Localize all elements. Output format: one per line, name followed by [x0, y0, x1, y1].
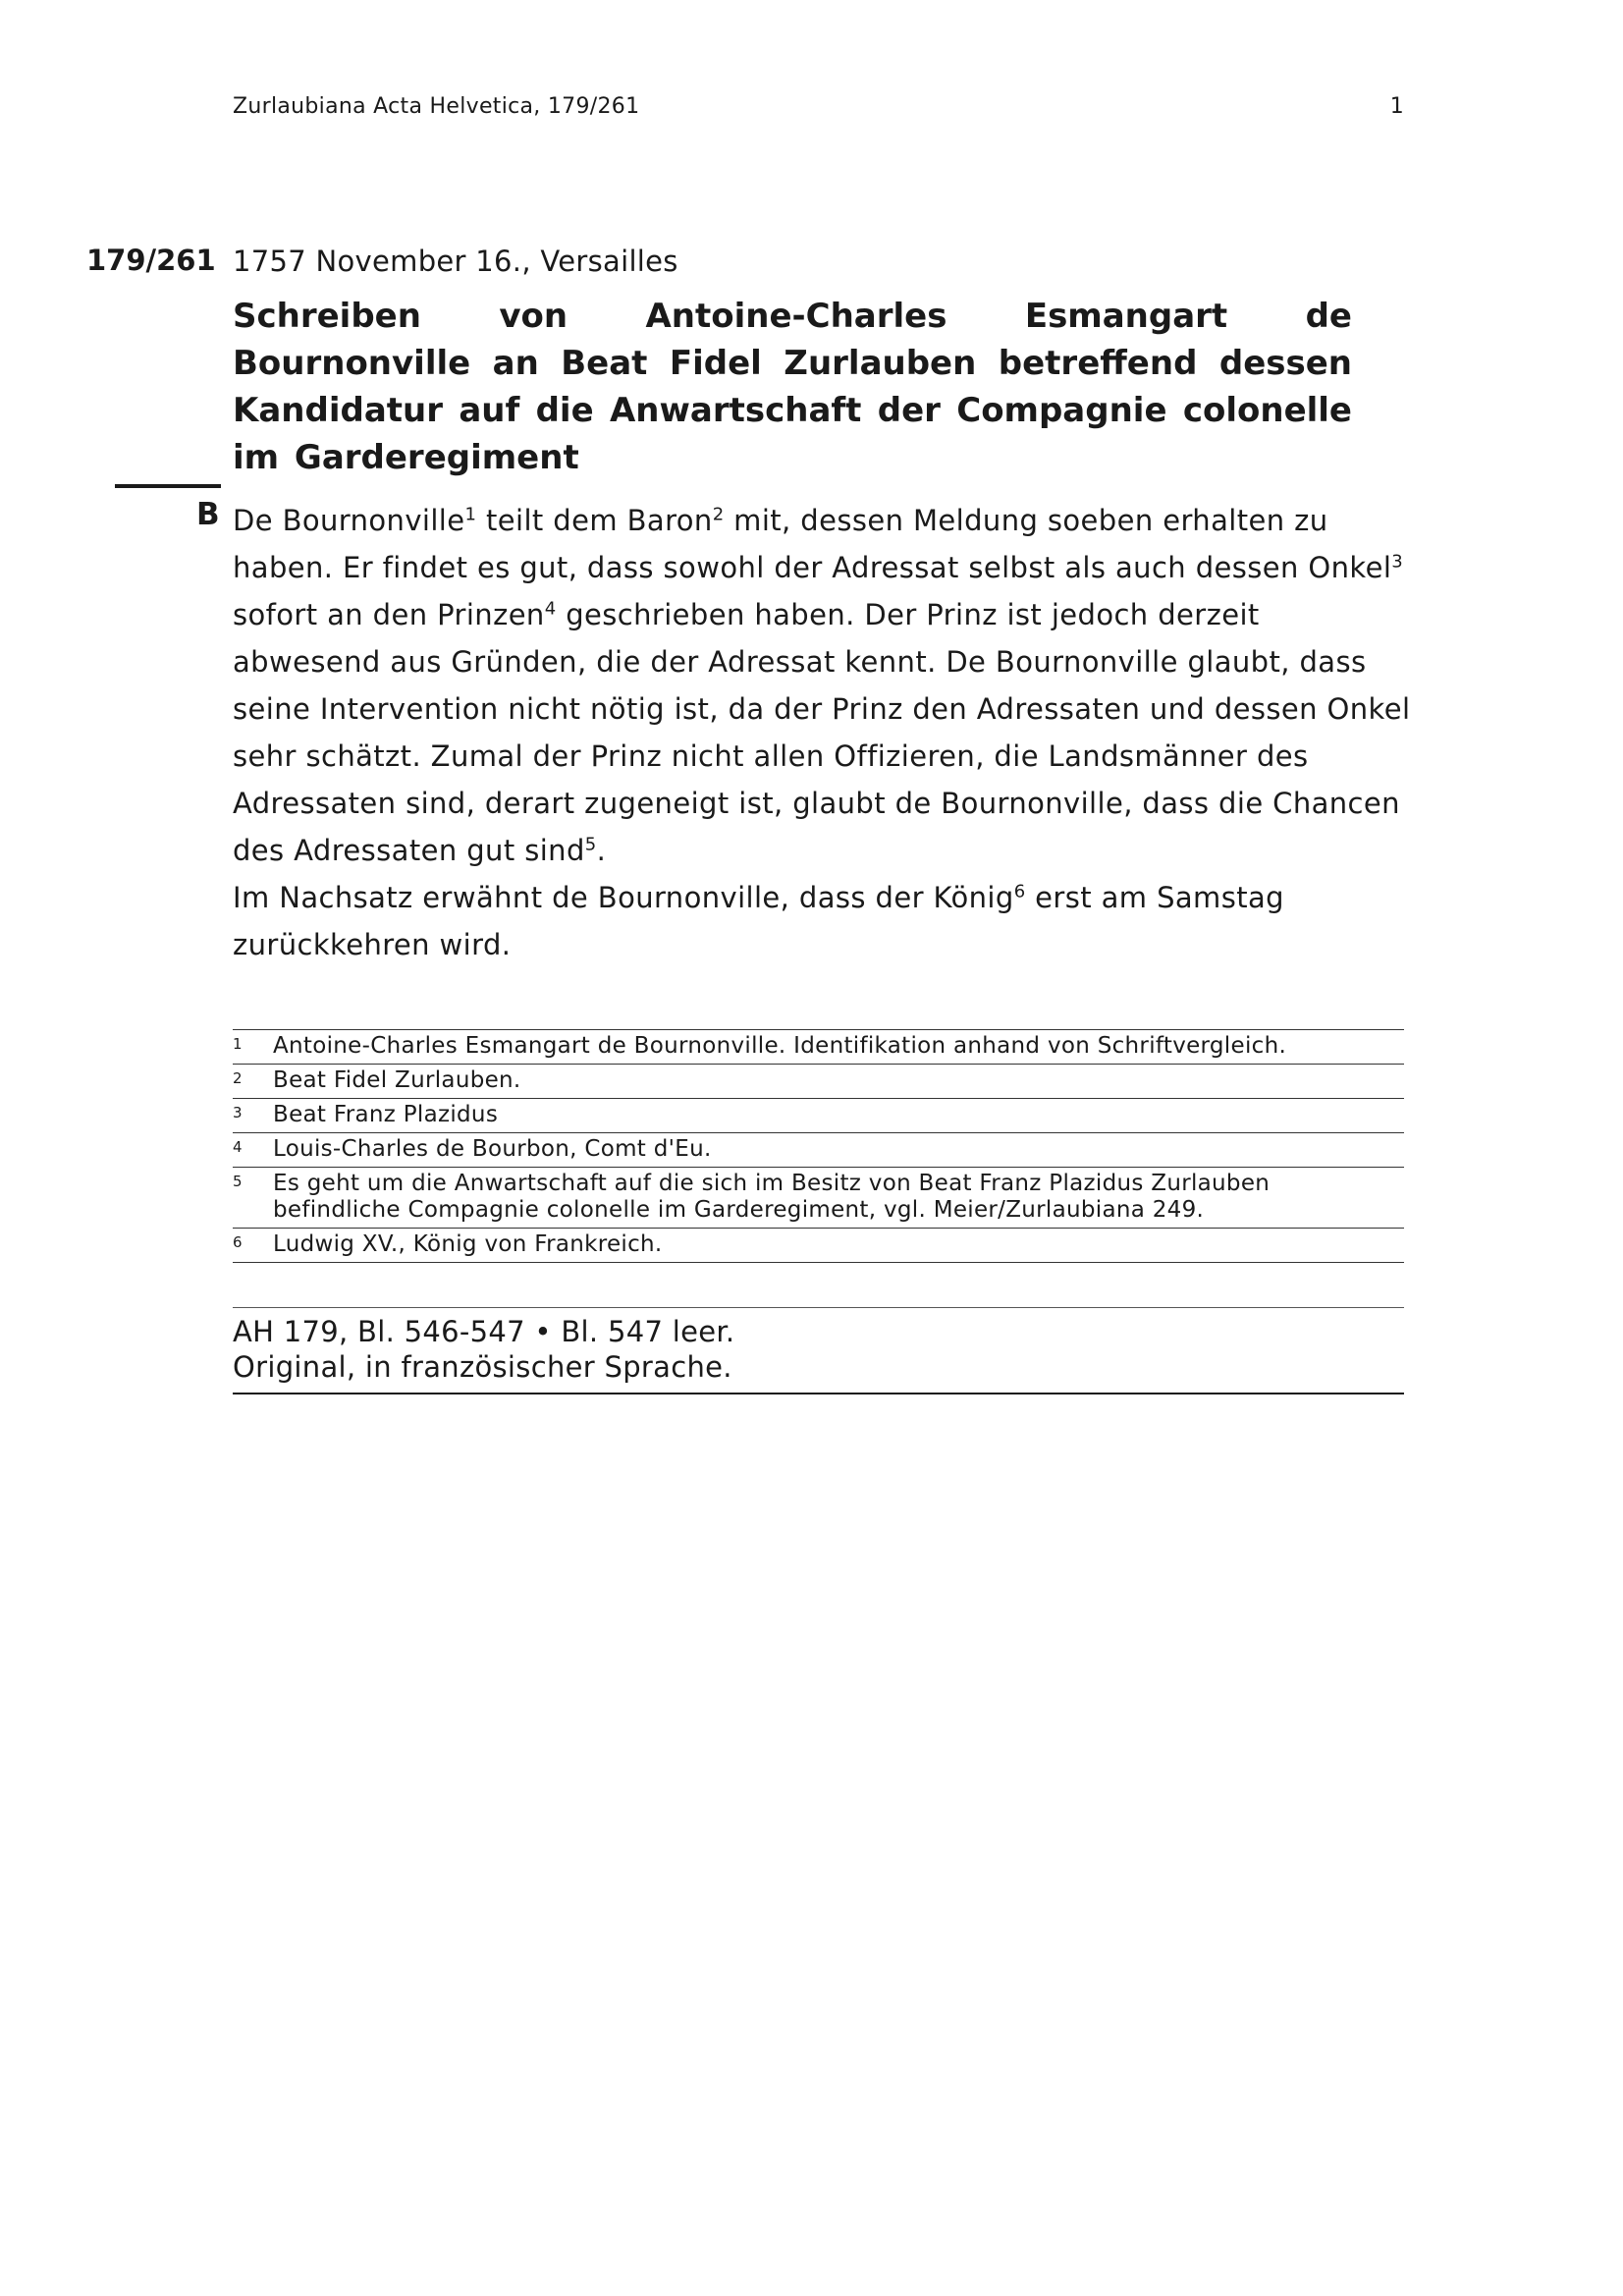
regest-text-segment: mit, dessen Meldung soeben erhalten zu haben. Er findet es gut, dass sowohl der Adressat selbst als auch dessen Onkel: [233, 504, 1392, 584]
regest-text-segment: De Bournonville: [233, 504, 465, 537]
regest-text-segment: geschrieben haben. Der Prinz ist jedoch derzeit abwesend aus Gründen, die der Adressat kennt. De Bournonville glaubt, dass seine Intervention nicht nötig ist, da der Prinz den Adressaten und dessen Onkel sehr schätzt. Zumal der Prinz nicht allen Offizieren, die Landsmänner des Adressaten sind, derart zugeneigt ist, glaubt de Bournonville, dass die Chancen des Adressaten gut sind: [233, 598, 1411, 867]
margin-rule: [115, 484, 221, 488]
regest-text-segment: erst am Samstag zurückkehren wird.: [233, 881, 1284, 961]
footnote-ref-3[interactable]: 3: [1391, 551, 1404, 573]
footnote-number: 6: [233, 1233, 243, 1251]
footnotes: [233, 1029, 1404, 1263]
footnote-item: [233, 1098, 1404, 1132]
document-title: Schreiben von Antoine-Charles Esmangart de Bournonville an Beat Fidel Zurlauben betreffend dessen Kandidatur auf die Anwartschaft der Compagnie colonelle im Garderegiment: [233, 297, 1352, 477]
footnote-text: Beat Fidel Zurlauben.: [273, 1067, 521, 1093]
regest-paragraph: [233, 497, 1411, 874]
footnote-number: 1: [233, 1035, 243, 1053]
running-title: Zurlaubiana Acta Helvetica, 179/261: [233, 94, 640, 119]
footnote-item: [233, 1167, 1404, 1228]
regest-text-segment: .: [596, 834, 607, 867]
regest-postscript: [233, 874, 1411, 968]
regest-text-segment: Im Nachsatz erwähnt de Bournonville, dass der König: [233, 881, 1014, 914]
regest-text-segment: sofort an den Prinzen: [233, 598, 545, 631]
footnote-number: 3: [233, 1104, 243, 1121]
footnote-ref-6[interactable]: 6: [1013, 881, 1026, 902]
footnote-number: 4: [233, 1138, 243, 1156]
source-language-note: Original, in französischer Sprache.: [233, 1350, 732, 1384]
footnote-item: [233, 1132, 1404, 1167]
footnote-text: Antoine-Charles Esmangart de Bournonville. Identifikation anhand von Schriftvergleich.: [273, 1033, 1287, 1059]
running-header: [233, 94, 1404, 124]
footnote-text: Ludwig XV., König von Frankreich.: [273, 1231, 663, 1257]
document-number: 179/261: [86, 244, 216, 277]
footnote-ref-4[interactable]: 4: [544, 598, 557, 620]
footnote-item: [233, 1064, 1404, 1098]
footnote-item: [233, 1029, 1404, 1064]
footnote-number: 5: [233, 1173, 243, 1190]
regest-text-segment: teilt dem Baron: [476, 504, 713, 537]
footnote-number: 2: [233, 1069, 243, 1087]
document-date-place: 1757 November 16., Versailles: [233, 245, 678, 278]
footnote-text: Louis-Charles de Bourbon, Comt d'Eu.: [273, 1136, 712, 1162]
regest-text: [233, 497, 1411, 968]
footnote-ref-1[interactable]: 1: [464, 504, 477, 525]
footnote-ref-2[interactable]: 2: [712, 504, 725, 525]
footnote-item: [233, 1228, 1404, 1263]
footnote-text: Es geht um die Anwartschaft auf die sich im Besitz von Beat Franz Plazidus Zurlauben befindliche Compagnie colonelle im Garderegiment, vgl. Meier/Zurlaubiana 249.: [273, 1171, 1271, 1223]
source-signature: AH 179, Bl. 546-547 • Bl. 547 leer.: [233, 1315, 735, 1348]
footnote-text: Beat Franz Plazidus: [273, 1102, 499, 1127]
page-number: 1: [1389, 94, 1404, 119]
document-type-marker: B: [196, 497, 220, 532]
footnote-ref-5[interactable]: 5: [584, 834, 597, 855]
source-reference: [233, 1307, 1404, 1394]
